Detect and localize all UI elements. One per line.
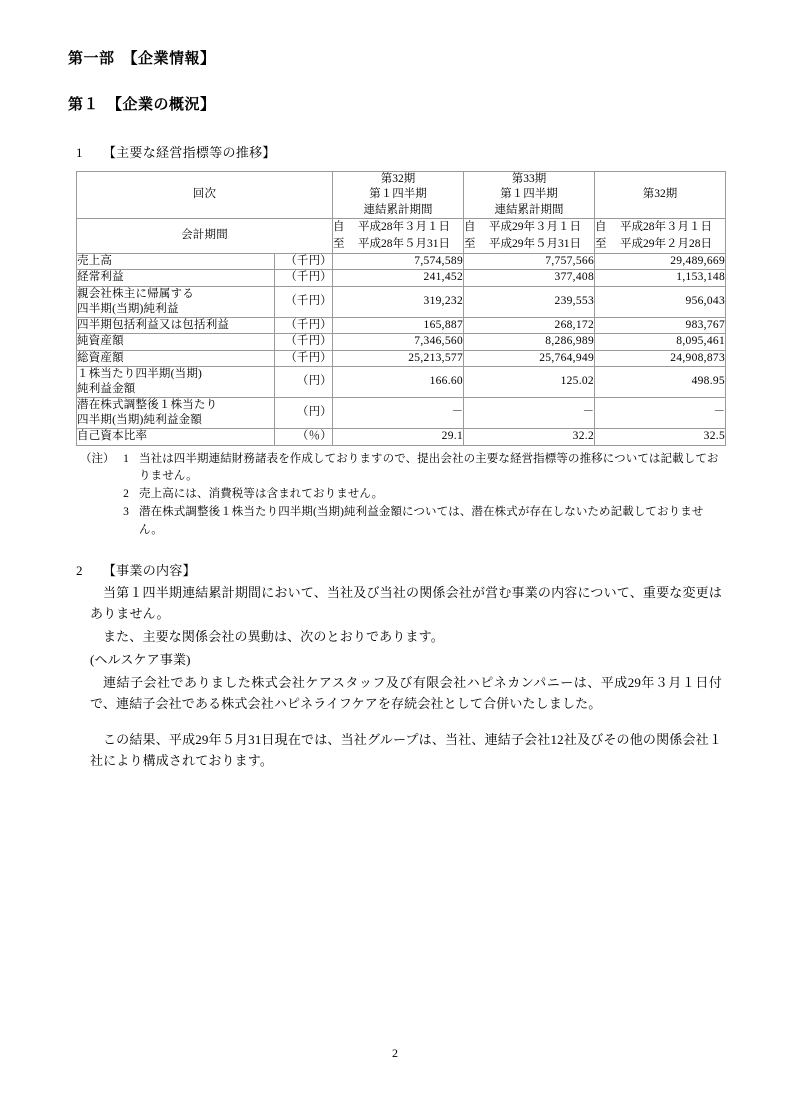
to-mark-1: 至 [333,238,345,251]
note-item [80,504,722,540]
notes-mark: （注） [80,452,115,465]
row-value-keijo-rieki-c2: 377,408 [464,270,595,287]
row-value-uriagedaka-c3: 29,489,669 [595,253,726,270]
item-1-number: 1 [76,145,83,160]
note-item [80,451,722,487]
item-2-number: 2 [76,562,83,578]
note-number: 1 [123,452,129,465]
row-label-equity-ratio: 自己資本比率 [77,428,275,445]
period-row-label: 会計期間 [77,219,333,253]
item-2-title: 【事業の内容】 [102,562,196,578]
from-date-1: 平成28年３月１日 [358,221,450,234]
row-unit-parent-net-income: （千円） [275,286,333,317]
row-unit-comprehensive-income: （千円） [275,317,333,334]
table-row [77,350,726,367]
row-unit-diluted-eps: （円） [275,398,333,429]
row-value-diluted-eps-c3: － [595,398,726,429]
table-row [77,334,726,351]
row-value-keijo-rieki-c3: 1,153,148 [595,270,726,287]
row-label-line1: 親会社株主に帰属する [77,287,194,300]
row-value-parent-net-income-c3: 956,043 [595,286,726,317]
col3-line1: 第32期 [642,188,678,201]
part-heading: 第一部 【企業情報】 [68,51,216,67]
row-label-line2: 純利益金額 [77,383,136,396]
item-1-title: 【主要な経営指標等の推移】 [102,145,276,160]
note-number: 3 [123,505,129,518]
row-value-net-assets-c2: 8,286,989 [464,334,595,351]
row-value-net-assets-c1: 7,346,560 [333,334,464,351]
row-value-uriagedaka-c2: 7,757,566 [464,253,595,270]
table-row [77,428,726,445]
row-label-line1: １株当たり四半期(当期) [77,368,203,381]
row-value-parent-net-income-c1: 319,232 [333,286,464,317]
section-heading: 第１ 【企業の概況】 [68,96,216,113]
row-value-comprehensive-income-c1: 165,887 [333,317,464,334]
item-2-heading [68,562,722,580]
note-text: 潜在株式調整後１株当たり四半期(当期)純利益金額については、潜在株式が存在しないため記載しておりません。 [139,505,704,536]
note-number: 2 [123,488,129,501]
period-1-to [333,236,463,253]
period-2-to [464,236,594,253]
row-unit-net-assets: （千円） [275,334,333,351]
row-value-equity-ratio-c1: 29.1 [333,428,464,445]
column-header-3 [595,171,726,219]
row-value-net-assets-c3: 8,095,461 [595,334,726,351]
page-content [68,50,725,771]
item-1-heading [68,145,722,162]
table-row [77,286,726,317]
note-text: 当社は四半期連結財務諸表を作成しておりますので、提出会社の主要な経営指標等の推移については記載しておりません。 [139,452,719,483]
col1-line1: 第32期 [380,172,416,185]
table-row [77,253,726,270]
row-unit-eps: （円） [275,367,333,398]
row-value-eps-c3: 498.95 [595,367,726,398]
row-unit-keijo-rieki: （千円） [275,270,333,287]
column-header-1 [333,171,464,219]
row-unit-uriagedaka: （千円） [275,253,333,270]
from-mark-1: 自 [333,221,345,234]
row-label-uriagedaka: 売上高 [77,253,275,270]
row-value-eps-c1: 166.60 [333,367,464,398]
row-label-line1: 潜在株式調整後１株当たり [77,399,218,412]
period-cell-3 [595,219,726,253]
to-date-1: 平成28年５月31日 [358,238,450,251]
header-label-kaiji: 回次 [77,171,333,219]
row-label-eps [77,367,275,398]
from-mark-2: 自 [464,221,476,234]
col2-line2: 第１四半期 [500,188,558,201]
row-value-equity-ratio-c3: 32.5 [595,428,726,445]
row-label-net-assets: 純資産額 [77,334,275,351]
col1-line3: 連結累計期間 [363,203,433,216]
row-value-equity-ratio-c2: 32.2 [464,428,595,445]
row-label-line2: 四半期(当期)純利益 [77,302,179,315]
row-unit-equity-ratio: （％） [275,428,333,445]
row-value-total-assets-c3: 24,908,873 [595,350,726,367]
note-item [80,486,722,504]
table-row [77,367,726,398]
from-mark-3: 自 [595,221,607,234]
from-date-2: 平成29年３月１日 [489,221,581,234]
row-value-diluted-eps-c1: － [333,398,464,429]
period-3-from [595,219,725,236]
row-value-total-assets-c2: 25,764,949 [464,350,595,367]
from-date-3: 平成28年３月１日 [620,221,712,234]
to-mark-2: 至 [464,238,476,251]
table-row [77,270,726,287]
row-value-total-assets-c1: 25,213,577 [333,350,464,367]
kpi-table [76,171,726,446]
table-period-row [77,219,726,253]
row-value-diluted-eps-c2: － [464,398,595,429]
row-value-parent-net-income-c2: 239,553 [464,286,595,317]
row-value-uriagedaka-c1: 7,574,589 [333,253,464,270]
item-2-paragraph-2: また、主要な関係会社の異動は、次のとおりであります。 [103,628,444,644]
note-text: 売上高には、消費税等は含まれておりません。 [139,488,384,501]
col2-line3: 連結累計期間 [494,203,564,216]
to-date-3: 平成29年２月28日 [620,238,712,251]
row-label-total-assets: 総資産額 [77,350,275,367]
row-label-comprehensive-income: 四半期包括利益又は包括利益 [77,317,275,334]
to-mark-3: 至 [595,238,607,251]
row-value-eps-c2: 125.02 [464,367,595,398]
table-row [77,398,726,429]
page-number: 2 [392,1046,398,1060]
table-header-row [77,171,726,219]
item-2-paragraph-3: 連結子会社でありました株式会社ケアスタッフ及び有限会社ハピネカンパニーは、平成29年３月１日付で、連結子会社である株式会社ハピネライフケアを存続会社として合併いたしました。 [90,674,722,711]
row-unit-total-assets: （千円） [275,350,333,367]
row-label-diluted-eps [77,398,275,429]
row-label-parent-net-income [77,286,275,317]
col1-line2: 第１四半期 [369,188,427,201]
row-label-keijo-rieki: 経常利益 [77,270,275,287]
period-cell-1 [333,219,464,253]
item-2-paragraph-1: 当第１四半期連結累計期間において、当社及び当社の関係会社が営む事業の内容について、重要な変更はありません。 [90,584,722,621]
segment-label: (ヘルスケア事業) [90,651,191,667]
row-value-keijo-rieki-c1: 241,452 [333,270,464,287]
to-date-2: 平成29年５月31日 [489,238,581,251]
col2-line1: 第33期 [511,172,547,185]
period-3-to [595,236,725,253]
period-2-from [464,219,594,236]
period-1-from [333,219,463,236]
row-value-comprehensive-income-c2: 268,172 [464,317,595,334]
table-notes [68,451,722,540]
period-cell-2 [464,219,595,253]
table-row [77,317,726,334]
column-header-2 [464,171,595,219]
item-2-paragraph-4: この結果、平成29年５月31日現在では、当社グループは、当社、連結子会社12社及びその他の関係会社１社により構成されております。 [90,732,722,769]
row-label-line2: 四半期(当期)純利益金額 [77,414,203,427]
row-value-comprehensive-income-c3: 983,767 [595,317,726,334]
